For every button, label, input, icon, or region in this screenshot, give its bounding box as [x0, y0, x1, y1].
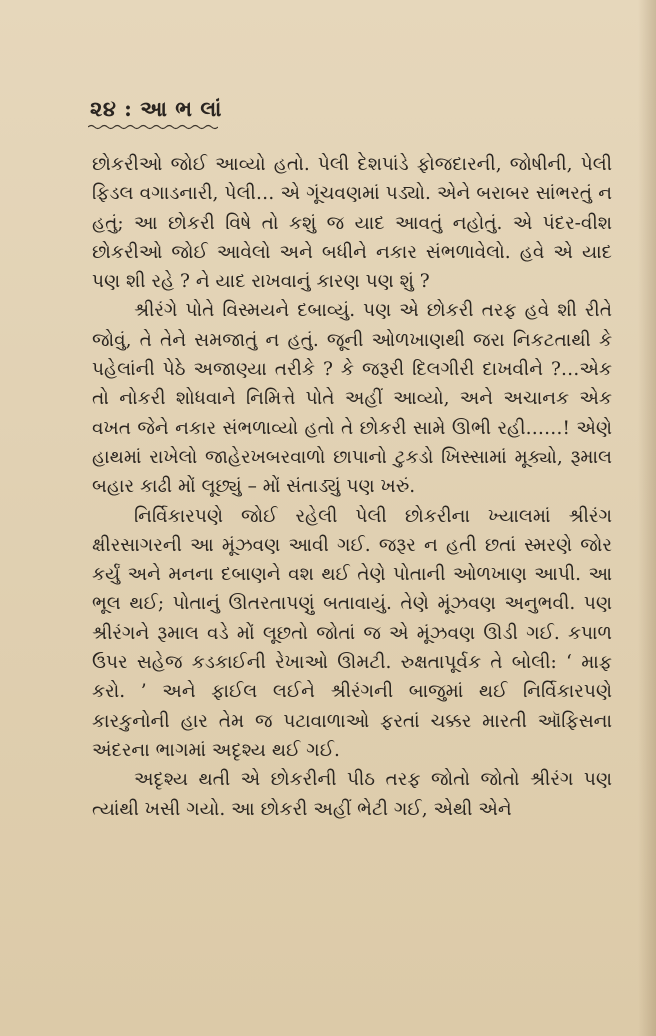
- paragraph-4: અદૃશ્ય થતી એ છોકરીની પીઠ તરફ જોતો જોતો શ્રીરંગ પણ ત્યાંથી ખસી ગયો. આ છોકરી અહીં ભેટી ગઈ, એથી એને: [92, 769, 612, 820]
- header-separator: :: [124, 96, 133, 121]
- wavy-underline: [88, 124, 218, 130]
- page-number: ૨૪: [90, 96, 117, 121]
- page-header: [90, 96, 222, 122]
- paragraph-1: છોકરીઓ જોઈ આવ્યો હતો. પેલી દેશપાંડે ફોજદારની, જોષીની, પેલી ફિડલ વગાડનારી, પેલી… એ ગૂંચવણમાં પડ્યો. એને બરાબર સાંભરતું ન હતું; આ છોકરી વિષે તો કશું જ યાદ આવતું નહોતું. એ પંદર-વીશ છોકરીઓ જોઈ આવેલો અને બધીને નકાર સંભળાવેલો. હવે એ યાદ પણ શી રહે ? ને યાદ રાખવાનું કારણ પણ શું ?: [92, 154, 612, 293]
- paragraph-2: શ્રીરંગે પોતે વિસ્મયને દબાવ્યું. પણ એ છોકરી તરફ હવે શી રીતે જોવું, તે તેને સમજાતું ન હતું. જૂની ઓળખાણથી જરા નિકટતાથી કે પહેલાંની પેઠે અજાણ્યા તરીકે ? કે જરૂરી દિલગીરી દાખવીને ?…એક તો નોકરી શોધવાને નિમિત્તે પોતે અહીં આવ્યો, અને અચાનક એક વખત જેને નકાર સંભળાવ્યો હતો તે છોકરી સામે ઊભી રહી……! એણે હાથમાં રાખેલો જાહેરખબરવાળો છાપાનો ટુકડો ખિસ્સામાં મૂક્યો, રૂમાલ બહાર કાઢી મોં લૂછ્યું – મોં સંતાડ્યું પણ ખરું.: [92, 300, 612, 498]
- book-title: આ ભ લાં: [140, 96, 222, 121]
- paragraph-3: નિર્વિકારપણે જોઈ રહેલી પેલી છોકરીના ખ્યાલમાં શ્રીરંગ ક્ષીરસાગરની આ મૂંઝવણ આવી ગઈ. જરૂર ન હતી છતાં સ્મરણે જોર કર્યું અને મનના દબાણને વશ થઈ તેણે પોતાની ઓળખાણ આપી. આ ભૂલ થઈ; પોતાનું ઊતરતાપણું બતાવાયું. તેણે મૂંઝવણ અનુભવી. પણ શ્રીરંગને રૂમાલ વડે મોં લૂછતો જોતાં જ એ મૂંઝવણ ઊડી ગઈ. કપાળ ઉપર સહેજ કડકાઈની રેખાઓ ઊમટી. રુક્ષતાપૂર્વક તે બોલી: ‘ માફ કરો. ’ અને ફાઈલ લઈને શ્રીરંગની બાજુમાં થઈ નિર્વિકારપણે કારકુનોની હાર તેમ જ પટાવાળાઓ ફરતાં ચક્કર મારતી ઑફિસના અંદરના ભાગમાં અદૃશ્ય થઈ ગઈ.: [92, 505, 612, 761]
- body-text: [92, 150, 612, 824]
